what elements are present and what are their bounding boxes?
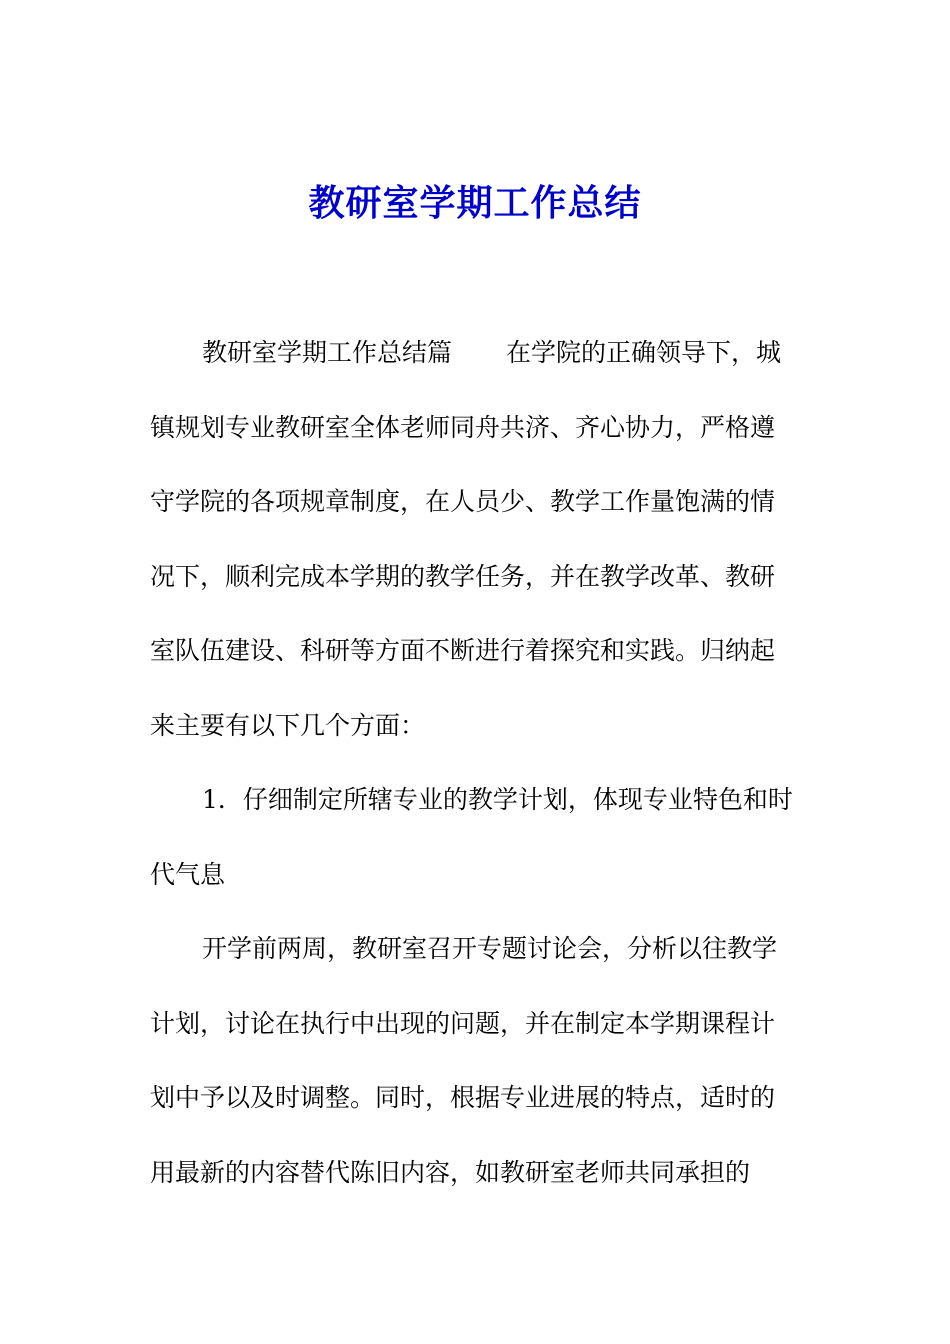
- paragraph-line: 室队伍建设、科研等方面不断进行着探究和实践。归纳起: [150, 636, 776, 665]
- paragraph-line: 守学院的各项规章制度，在人员少、教学工作量饱满的情: [150, 487, 776, 516]
- section-heading-line: 代气息: [150, 859, 226, 889]
- paragraph-line: 开学前两周，教研室召开专题讨论会，分析以往教学: [202, 934, 778, 963]
- paragraph-text: 在学院的正确领导下，城: [506, 338, 782, 367]
- paragraph-line: 划中予以及时调整。同时，根据专业进展的特点，适时的: [150, 1083, 776, 1112]
- document-body: [150, 316, 800, 1210]
- paragraph-lead: 教研室学期工作总结篇: [202, 338, 453, 367]
- section-heading-line: 1．仔细制定所辖专业的教学计划，体现专业特色和时: [202, 785, 793, 814]
- paragraph-line: 计划，讨论在执行中出现的问题，并在制定本学期课程计: [150, 1008, 776, 1038]
- paragraph-line: 来主要有以下几个方面：: [150, 710, 426, 740]
- paragraph-line: 况下，顺利完成本学期的教学任务，并在教学改革、教研: [150, 561, 776, 591]
- paragraph-line: [150, 316, 800, 391]
- paragraph-line: 用最新的内容替代陈旧内容，如教研室老师共同承担的: [150, 1157, 751, 1187]
- paragraph-line: 镇规划专业教研室全体老师同舟共济、齐心协力，严格遵: [150, 412, 776, 442]
- document-title: 教研室学期工作总结: [308, 182, 642, 224]
